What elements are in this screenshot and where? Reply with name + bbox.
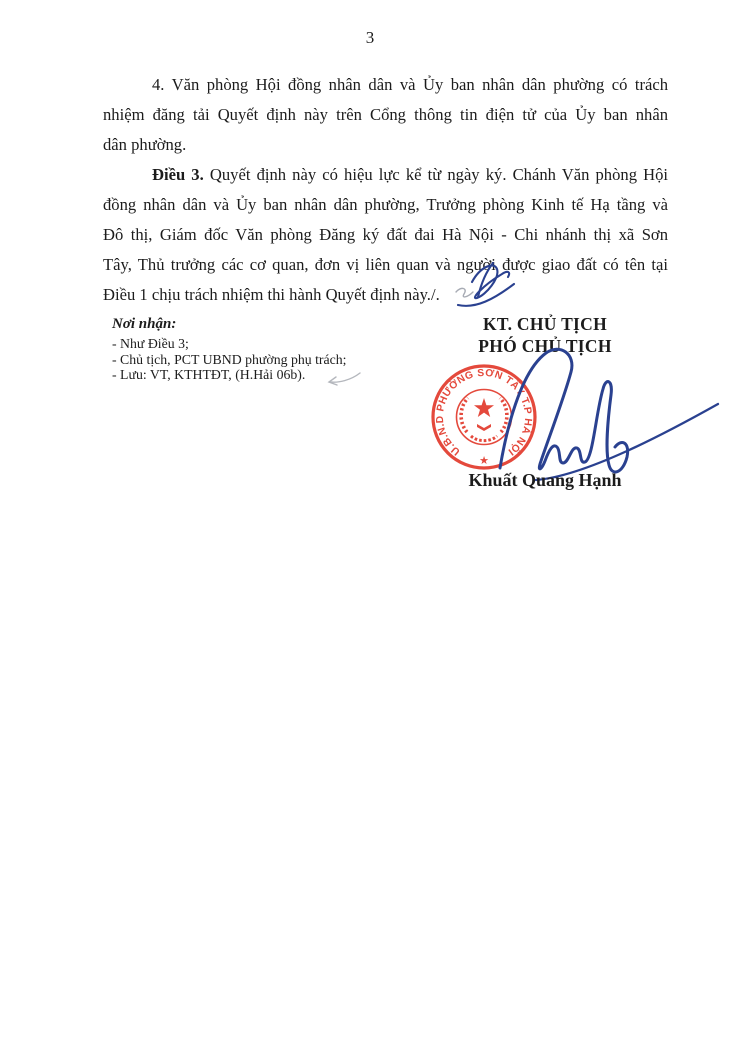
body-line: Đô thị, Giám đốc Văn phòng Đăng ký đất đai Hà Nội - Chi nhánh thị xã Sơn	[103, 225, 668, 244]
signer-position-line2: PHÓ CHỦ TỊCH	[478, 335, 612, 356]
body-line: đồng nhân dân và Ủy ban nhân dân phường, Trưởng phòng Kinh tế Hạ tầng và	[103, 195, 668, 214]
body-line: Tây, Thủ trưởng các cơ quan, đơn vị liên quan và người được giao đất có tên tại	[103, 255, 668, 274]
body-line: Điều 1 chịu trách nhiệm thi hành Quyết định này./.	[103, 285, 440, 304]
recipient-item: - Chủ tịch, PCT UBND phường phụ trách;	[112, 351, 347, 367]
signer-name: Khuất Quang Hạnh	[468, 470, 622, 490]
recipients-title: Nơi nhận:	[112, 316, 177, 332]
recipient-item: - Lưu: VT, KTHTĐT, (H.Hải 06b).	[112, 367, 306, 383]
paragraph-clause-4	[103, 70, 668, 160]
paragraph-article-3	[103, 160, 668, 310]
body-line	[103, 160, 668, 190]
recipient-item: - Như Điều 3;	[112, 336, 189, 351]
seal-bottom-star: ★	[479, 455, 489, 467]
signer-position-line1: KT. CHỦ TỊCH	[482, 314, 607, 334]
document-body	[103, 70, 668, 310]
handwritten-signature	[488, 344, 728, 484]
seal-arc-text: U.B.N.D PHƯỜNG SƠN TÂY T.P HÀ NỘI	[434, 367, 534, 458]
paraph-initials-mark	[448, 252, 538, 312]
pencil-check-mark	[325, 370, 363, 388]
page-number: 3	[365, 28, 375, 47]
recipients-block	[112, 316, 347, 383]
seal-wreath-left	[461, 398, 468, 432]
pencil-mark	[456, 288, 473, 297]
body-line: nhiệm đăng tải Quyết định này trên Cổng thông tin điện tử của Ủy ban nhân	[103, 105, 668, 124]
article-3-line-rest: Quyết định này có hiệu lực kể từ ngày ký. Chánh Văn phòng Hội	[203, 165, 668, 184]
article-3-lead: Điều 3.	[152, 165, 204, 184]
body-line: 4. Văn phòng Hội đồng nhân dân và Ủy ban nhân dân phường có trách	[152, 75, 668, 94]
body-line: dân phường.	[103, 135, 187, 154]
